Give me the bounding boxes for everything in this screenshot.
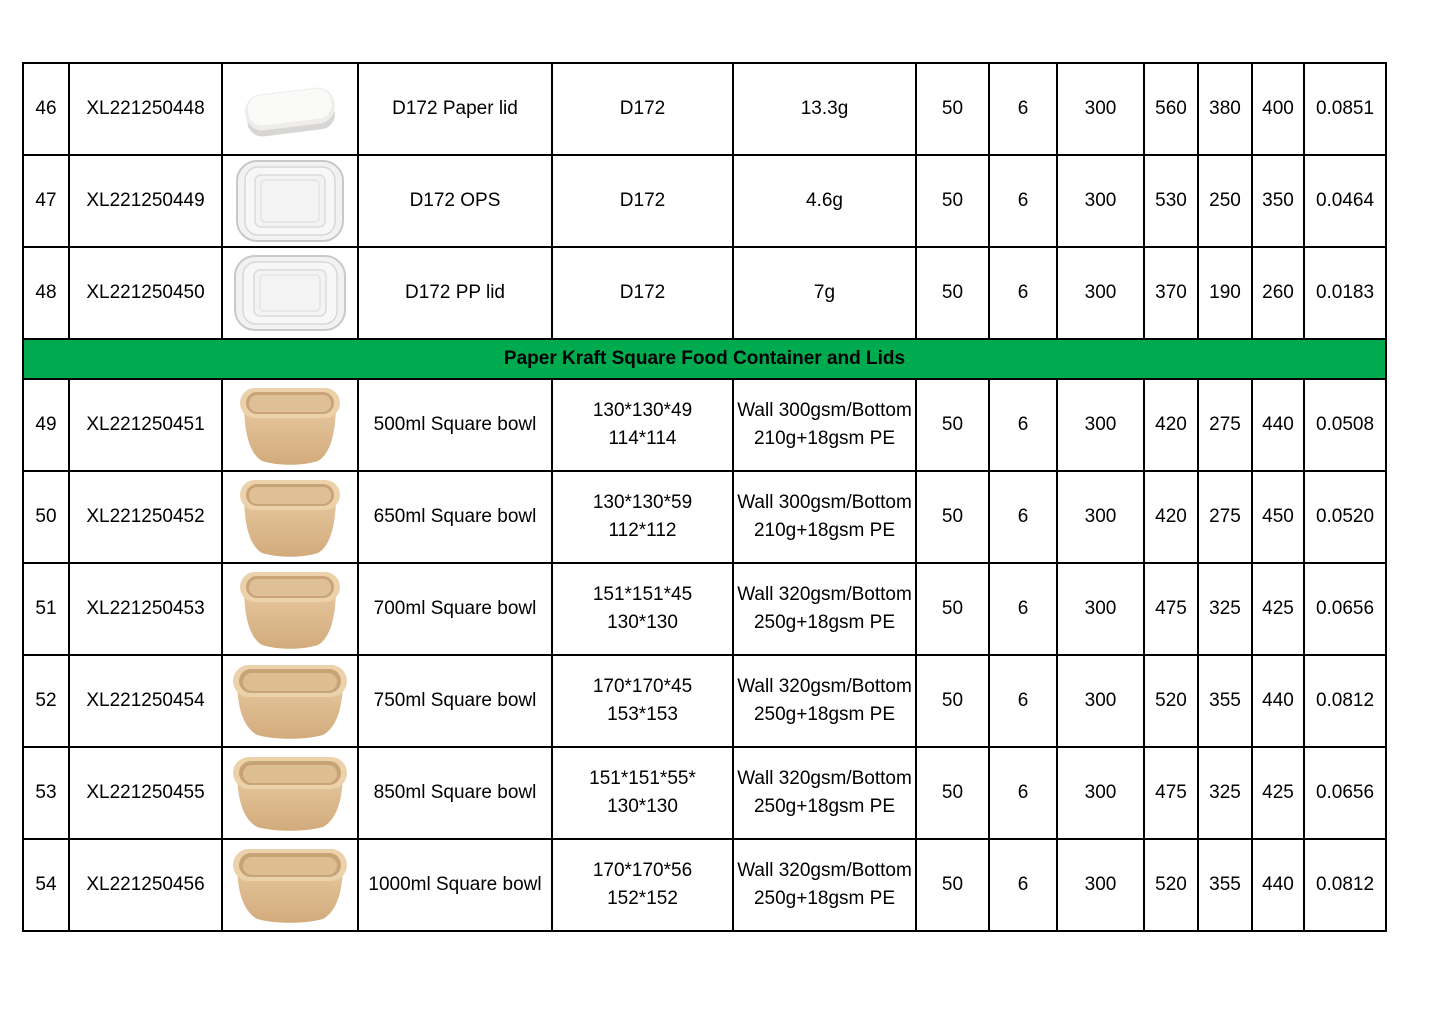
value-cell: 50: [916, 839, 989, 931]
value-cell: 6: [989, 379, 1057, 471]
value-cell: 560: [1144, 63, 1198, 155]
material-line: 13.3g: [800, 98, 849, 120]
product-photo-cell: [222, 655, 358, 747]
item-code-cell: XL221250455: [69, 747, 222, 839]
size-line: 152*152: [607, 888, 678, 909]
value-cell: 300: [1057, 379, 1144, 471]
value-cell: 250: [1198, 155, 1252, 247]
material-line: Wall 320gsm/Bottom: [737, 676, 912, 698]
value-cell: 355: [1198, 839, 1252, 931]
size-line: D172: [619, 98, 666, 120]
material-line: 210g+18gsm PE: [753, 520, 895, 541]
item-code-cell: XL221250452: [69, 471, 222, 563]
value-cell: 530: [1144, 155, 1198, 247]
size-cell: [552, 563, 733, 655]
catalog-table-body: [23, 63, 1386, 931]
kraft-bowl-image: [236, 474, 344, 560]
size-cell: [552, 747, 733, 839]
product-photo-cell: [222, 839, 358, 931]
product-photo-cell: [222, 747, 358, 839]
product-photo-cell: [222, 63, 358, 155]
row-number-cell: 52: [23, 655, 69, 747]
material-line: Wall 300gsm/Bottom: [737, 400, 912, 422]
product-catalog-table: [22, 62, 1387, 932]
kraft-bowl-image: [229, 843, 351, 927]
value-cell: 300: [1057, 471, 1144, 563]
size-line: 151*151*55*: [589, 768, 696, 790]
value-cell: 520: [1144, 655, 1198, 747]
value-cell: 420: [1144, 471, 1198, 563]
row-number-cell: 54: [23, 839, 69, 931]
material-line: Wall 320gsm/Bottom: [737, 768, 912, 790]
value-cell: 300: [1057, 747, 1144, 839]
value-cell: 300: [1057, 155, 1144, 247]
product-name-cell: 500ml Square bowl: [358, 379, 552, 471]
value-cell: 275: [1198, 379, 1252, 471]
material-line: 210g+18gsm PE: [753, 428, 895, 449]
value-cell: 275: [1198, 471, 1252, 563]
material-line: 4.6g: [806, 190, 843, 212]
size-cell: [552, 247, 733, 339]
item-code-cell: XL221250448: [69, 63, 222, 155]
product-name-cell: D172 OPS: [358, 155, 552, 247]
value-cell: 0.0520: [1304, 471, 1386, 563]
value-cell: 475: [1144, 563, 1198, 655]
value-cell: 300: [1057, 839, 1144, 931]
value-cell: 475: [1144, 747, 1198, 839]
size-line: 130*130: [607, 612, 678, 633]
value-cell: 425: [1252, 563, 1304, 655]
section-header: Paper Kraft Square Food Container and Lids: [23, 339, 1386, 379]
size-line: D172: [619, 190, 666, 212]
value-cell: 440: [1252, 655, 1304, 747]
material-cell: [733, 247, 916, 339]
value-cell: 355: [1198, 655, 1252, 747]
material-line: 250g+18gsm PE: [753, 612, 895, 633]
size-line: 130*130: [607, 796, 678, 817]
value-cell: 0.0508: [1304, 379, 1386, 471]
value-cell: 380: [1198, 63, 1252, 155]
value-cell: 300: [1057, 247, 1144, 339]
size-line: 170*170*56: [592, 860, 693, 882]
value-cell: 0.0183: [1304, 247, 1386, 339]
row-number-cell: 46: [23, 63, 69, 155]
value-cell: 520: [1144, 839, 1198, 931]
value-cell: 190: [1198, 247, 1252, 339]
row-number-cell: 49: [23, 379, 69, 471]
material-cell: [733, 655, 916, 747]
product-name-cell: 850ml Square bowl: [358, 747, 552, 839]
value-cell: 420: [1144, 379, 1198, 471]
product-name-cell: D172 PP lid: [358, 247, 552, 339]
kraft-bowl-image: [229, 659, 351, 743]
row-number-cell: 53: [23, 747, 69, 839]
kraft-bowl-image: [229, 751, 351, 835]
kraft-bowl-image: [236, 382, 344, 468]
product-photo-cell: [222, 155, 358, 247]
size-cell: [552, 379, 733, 471]
value-cell: 325: [1198, 563, 1252, 655]
size-line: 170*170*45: [592, 676, 693, 698]
material-cell: [733, 747, 916, 839]
product-photo-cell: [222, 247, 358, 339]
clear-ops-lid-image: [232, 156, 348, 246]
size-cell: [552, 839, 733, 931]
value-cell: 0.0464: [1304, 155, 1386, 247]
material-line: 250g+18gsm PE: [753, 704, 895, 725]
value-cell: 300: [1057, 563, 1144, 655]
material-cell: [733, 63, 916, 155]
size-line: 130*130*49: [592, 400, 693, 422]
row-number-cell: 48: [23, 247, 69, 339]
value-cell: 260: [1252, 247, 1304, 339]
product-photo-cell: [222, 379, 358, 471]
value-cell: 400: [1252, 63, 1304, 155]
value-cell: 6: [989, 155, 1057, 247]
size-cell: [552, 63, 733, 155]
product-photo-cell: [222, 563, 358, 655]
product-name-cell: 1000ml Square bowl: [358, 839, 552, 931]
size-cell: [552, 471, 733, 563]
material-cell: [733, 155, 916, 247]
value-cell: 370: [1144, 247, 1198, 339]
size-cell: [552, 655, 733, 747]
product-name-cell: 700ml Square bowl: [358, 563, 552, 655]
material-line: 250g+18gsm PE: [753, 888, 895, 909]
clear-pp-lid-image: [230, 251, 350, 335]
product-name-cell: D172 Paper lid: [358, 63, 552, 155]
value-cell: 0.0812: [1304, 839, 1386, 931]
value-cell: 6: [989, 747, 1057, 839]
value-cell: 6: [989, 563, 1057, 655]
value-cell: 50: [916, 63, 989, 155]
value-cell: 50: [916, 747, 989, 839]
value-cell: 6: [989, 839, 1057, 931]
item-code-cell: XL221250449: [69, 155, 222, 247]
material-cell: [733, 839, 916, 931]
size-line: D172: [619, 282, 666, 304]
item-code-cell: XL221250456: [69, 839, 222, 931]
value-cell: 0.0851: [1304, 63, 1386, 155]
material-cell: [733, 563, 916, 655]
value-cell: 325: [1198, 747, 1252, 839]
paper-lid-image: [236, 71, 344, 147]
value-cell: 50: [916, 247, 989, 339]
row-number-cell: 51: [23, 563, 69, 655]
size-line: 114*114: [608, 428, 677, 449]
value-cell: 425: [1252, 747, 1304, 839]
value-cell: 300: [1057, 655, 1144, 747]
item-code-cell: XL221250453: [69, 563, 222, 655]
value-cell: 440: [1252, 379, 1304, 471]
material-line: 250g+18gsm PE: [753, 796, 895, 817]
material-cell: [733, 471, 916, 563]
material-line: Wall 320gsm/Bottom: [737, 584, 912, 606]
size-line: 130*130*59: [592, 492, 693, 514]
value-cell: 50: [916, 655, 989, 747]
size-line: 112*112: [608, 520, 677, 541]
value-cell: 350: [1252, 155, 1304, 247]
size-line: 153*153: [607, 704, 678, 725]
value-cell: 0.0656: [1304, 563, 1386, 655]
value-cell: 6: [989, 247, 1057, 339]
value-cell: 0.0812: [1304, 655, 1386, 747]
material-cell: [733, 379, 916, 471]
value-cell: 6: [989, 655, 1057, 747]
value-cell: 6: [989, 63, 1057, 155]
item-code-cell: XL221250451: [69, 379, 222, 471]
material-line: Wall 300gsm/Bottom: [737, 492, 912, 514]
item-code-cell: XL221250454: [69, 655, 222, 747]
product-name-cell: 750ml Square bowl: [358, 655, 552, 747]
value-cell: 50: [916, 379, 989, 471]
value-cell: 50: [916, 471, 989, 563]
value-cell: 0.0656: [1304, 747, 1386, 839]
size-line: 151*151*45: [592, 584, 693, 606]
row-number-cell: 47: [23, 155, 69, 247]
value-cell: 50: [916, 563, 989, 655]
material-line: Wall 320gsm/Bottom: [737, 860, 912, 882]
product-photo-cell: [222, 471, 358, 563]
item-code-cell: XL221250450: [69, 247, 222, 339]
value-cell: 450: [1252, 471, 1304, 563]
value-cell: 300: [1057, 63, 1144, 155]
material-line: 7g: [813, 282, 836, 304]
product-name-cell: 650ml Square bowl: [358, 471, 552, 563]
value-cell: 440: [1252, 839, 1304, 931]
row-number-cell: 50: [23, 471, 69, 563]
size-cell: [552, 155, 733, 247]
kraft-bowl-image: [236, 566, 344, 652]
value-cell: 6: [989, 471, 1057, 563]
value-cell: 50: [916, 155, 989, 247]
